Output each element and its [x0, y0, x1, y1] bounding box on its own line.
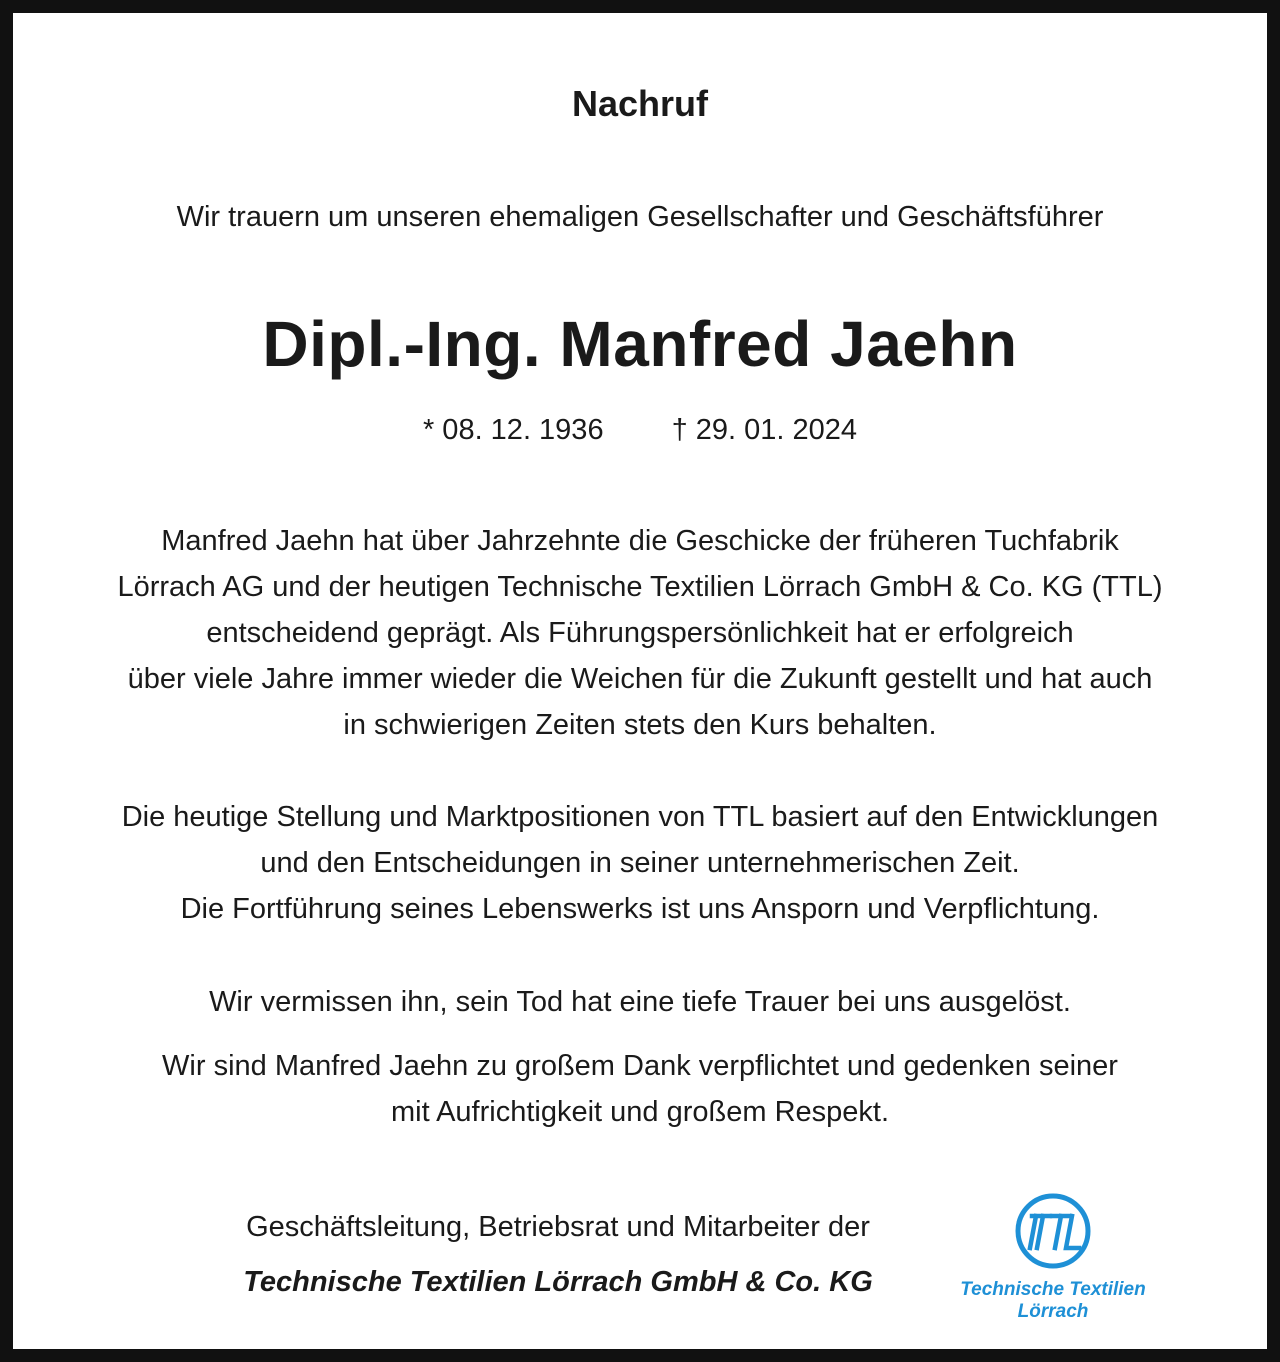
paragraph-line: über viele Jahre immer wieder die Weichen für die Zukunft gestellt und hat auch — [127, 663, 1153, 695]
paragraph-grief — [33, 979, 1247, 1025]
paragraph-line: Lörrach AG und der heutigen Technische Textilien Lörrach GmbH & Co. KG (TTL) — [117, 571, 1163, 603]
life-dates — [33, 414, 1247, 447]
deceased-name: Dipl.-Ing. Manfred Jaehn — [262, 308, 1018, 380]
paragraph-career — [33, 518, 1247, 748]
paragraph-line: Wir vermissen ihn, sein Tod hat eine tiefe Trauer bei uns ausgelöst. — [209, 986, 1071, 1018]
paragraph-line: Die heutige Stellung und Marktpositionen von TTL basiert auf den Entwicklungen — [121, 801, 1159, 833]
signature-line-1: Geschäftsleitung, Betriebsrat und Mitarbeiter der — [246, 1211, 870, 1243]
logo-text-line-2: Lörrach — [1017, 1301, 1089, 1322]
signature-company: Technische Textilien Lörrach GmbH & Co. KG — [243, 1266, 873, 1298]
notice-intro: Wir trauern um unseren ehemaligen Gesellschafter und Geschäftsführer — [176, 201, 1104, 233]
paragraph-line: Manfred Jaehn hat über Jahrzehnte die Geschicke der früheren Tuchfabrik — [161, 525, 1119, 557]
birth-date: * 08. 12. 1936 — [422, 414, 604, 446]
company-logo — [933, 1191, 1173, 1326]
death-date: † 29. 01. 2024 — [671, 414, 858, 446]
notice-heading: Nachruf — [571, 83, 709, 124]
logo-text-line-1: Technische Textilien — [960, 1279, 1146, 1300]
paragraph-legacy — [33, 794, 1247, 932]
paragraph-line: in schwierigen Zeiten stets den Kurs behalten. — [343, 709, 937, 741]
paragraph-line: entscheidend geprägt. Als Führungspersönlichkeit hat er erfolgreich — [206, 617, 1074, 649]
ttl-logo-mark-icon — [1013, 1191, 1093, 1271]
paragraph-line: Die Fortführung seines Lebenswerks ist uns Ansporn und Verpflichtung. — [180, 893, 1100, 925]
paragraph-line: mit Aufrichtigkeit und großem Respekt. — [390, 1096, 890, 1128]
paragraph-line: Wir sind Manfred Jaehn zu großem Dank verpflichtet und gedenken seiner — [162, 1050, 1118, 1082]
paragraph-gratitude — [33, 1043, 1247, 1135]
paragraph-line: und den Entscheidungen in seiner unternehmerischen Zeit. — [260, 847, 1020, 879]
